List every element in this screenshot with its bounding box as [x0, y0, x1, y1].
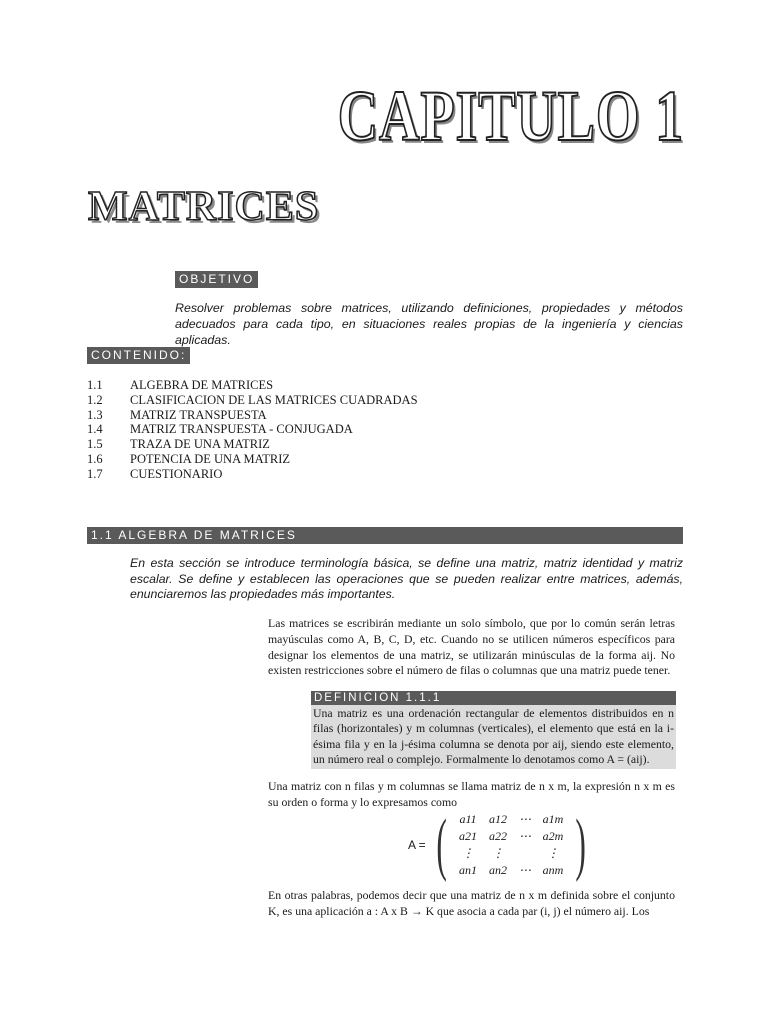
toc-item — [87, 467, 418, 482]
toc-item-number: 1.7 — [87, 466, 103, 481]
matrix-cell: a22 — [489, 829, 507, 843]
right-paren: ) — [575, 806, 586, 883]
toc-item — [87, 422, 418, 437]
matrix-cell: anm — [542, 863, 564, 877]
matrix-cell: a11 — [459, 812, 477, 826]
toc-item-number: 1.2 — [87, 392, 103, 407]
toc-item-number: 1.5 — [87, 437, 103, 452]
paragraph-matrix-mapping: En otras palabras, podemos decir que una matriz de n x m definida sobre el conjunto K, es una aplicación a : A x B → K que asocia a cada par (i, j) el número aij. Los — [268, 888, 675, 918]
matrix-cell: ⋯ — [519, 812, 531, 826]
toc-item-number: 1.6 — [87, 451, 103, 466]
chapter-title: CAPITULO 1 — [337, 76, 684, 156]
toc-item — [87, 408, 418, 423]
matrix-cell: ⋯ — [519, 863, 531, 877]
matrix-cell: a2m — [542, 829, 564, 843]
matrix-cell: a21 — [459, 829, 477, 843]
toc-item-title: ALGEBRA DE MATRICES — [130, 378, 274, 392]
toc-item-number: 1.4 — [87, 422, 103, 437]
matrix-cell: ⋯ — [519, 829, 531, 843]
matrix-cell: a1m — [542, 812, 564, 826]
paragraph-matrix-notation: Las matrices se escribirán mediante un solo símbolo, que por lo común serán letras mayúsculas como A, B, C, D, etc. Cuando no se utilicen números específicos para designar los elementos de una matriz, se utilizarán minúsculas de la forma aij. No existen restricciones sobre el número de filas o columnas que una matriz puede tener. — [268, 616, 675, 678]
section-intro: En esta sección se introduce terminología básica, se define una matriz, matriz identidad y matriz escalar. Se define y establecen las operaciones que se pueden realizar entre matrices, además, enunciaremos las propiedades más importantes. — [130, 556, 683, 601]
table-of-contents — [87, 378, 418, 482]
objective-text: Resolver problemas sobre matrices, utilizando definiciones, propiedades y métodos adecuados para cada tipo, en situaciones reales propias de la ingeniería y ciencias aplicadas. — [175, 301, 683, 347]
matrix-cell: ⋮ — [492, 846, 504, 860]
contents-label: CONTENIDO: — [87, 347, 190, 364]
matrix-cell: a12 — [489, 812, 507, 826]
matrix-cell: ⋮ — [547, 846, 559, 860]
toc-item-title: POTENCIA DE UNA MATRIZ — [130, 451, 291, 466]
toc-item-title: CLASIFICACION DE LAS MATRICES CUADRADAS — [130, 392, 418, 407]
toc-item-number: 1.1 — [87, 378, 103, 392]
toc-item-title: TRAZA DE UNA MATRIZ — [130, 437, 270, 452]
toc-item-title: CUESTIONARIO — [130, 466, 223, 481]
matrix-cell: ⋮ — [462, 846, 474, 860]
left-paren: ( — [436, 806, 447, 883]
toc-item-title: MATRIZ TRANSPUESTA - CONJUGADA — [130, 422, 353, 437]
toc-item — [87, 437, 418, 452]
section-heading: 1.1 ALGEBRA DE MATRICES — [87, 527, 683, 544]
matrix-formula — [408, 806, 592, 883]
topic-title: MATRICES — [88, 184, 320, 230]
matrix-grid — [453, 811, 569, 879]
definition-box — [311, 691, 676, 769]
toc-item — [87, 393, 418, 408]
definition-text: Una matriz es una ordenación rectangular de elementos distribuidos en n filas (horizontales) y m columnas (verticales), el elemento que está en la i-ésima fila y en la j-ésima columna se denota por aij, siendo este elemento, un número real o complejo. Formalmente lo denotamos como A = (aij). — [313, 706, 674, 766]
toc-item-number: 1.3 — [87, 407, 103, 422]
definition-label: DEFINICION 1.1.1 — [311, 691, 676, 705]
paragraph-matrix-order: Una matriz con n filas y m columnas se llama matriz de n x m, la expresión n x m es su orden o forma y lo expresamos como — [268, 779, 675, 809]
toc-item — [87, 452, 418, 467]
toc-item — [87, 378, 418, 393]
toc-item-title: MATRIZ TRANSPUESTA — [130, 407, 267, 422]
objective-label: OBJETIVO — [175, 271, 258, 288]
matrix-lhs: A = — [408, 838, 426, 852]
matrix-cell: an1 — [459, 863, 477, 877]
matrix-cell: an2 — [489, 863, 507, 877]
